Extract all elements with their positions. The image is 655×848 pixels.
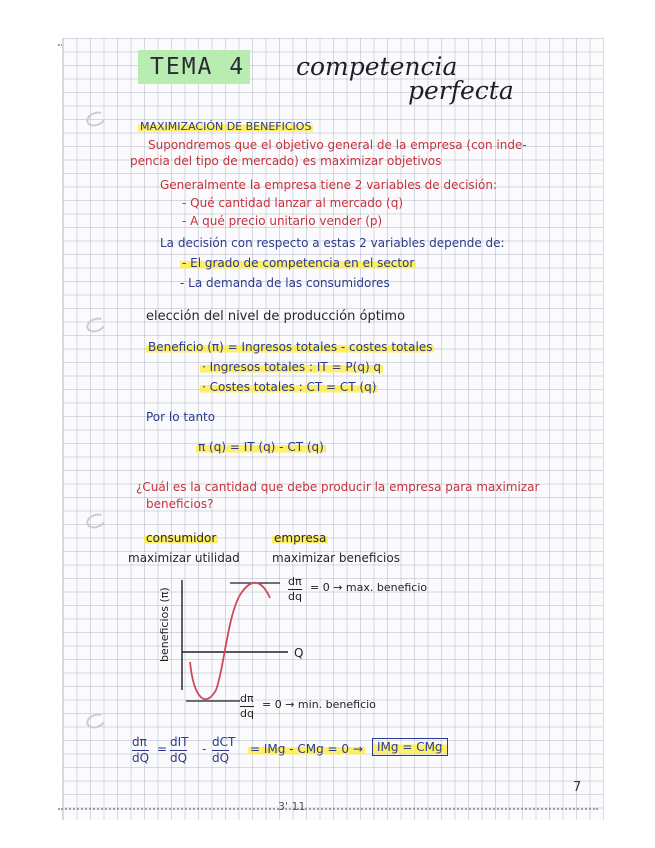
final-t1-num: dIT (170, 735, 189, 749)
profit-curve (190, 583, 270, 699)
y-axis-label: beneficios (π) (158, 587, 171, 662)
final-lhs-den: dQ (132, 751, 150, 765)
final-lhs-num: dπ (132, 735, 147, 749)
bottom-mark: 3' 11 (278, 800, 306, 813)
max-benefit-text: = 0 → max. beneficio (310, 581, 428, 594)
depends-line: La decisión con respecto a estas 2 variables depende de: (160, 236, 505, 250)
variable-quantity: - Qué cantidad lanzar al mercado (q) (182, 196, 404, 210)
variable-price: - A qué precio unitario vender (p) (182, 214, 383, 228)
ingresos-totales: · Ingresos totales : IT = P(q) q (202, 360, 382, 374)
final-boxed-result: IMg = CMg (372, 738, 448, 756)
min-benefit-text: = 0 → min. beneficio (262, 698, 376, 711)
production-heading: elección del nivel de producción óptimo (146, 309, 406, 324)
final-t2-den: dQ (212, 751, 230, 765)
final-t2-num: dCT (212, 735, 236, 749)
max-derivative-den: dq (288, 590, 302, 603)
empresa-label: empresa (274, 531, 327, 545)
title-script-line1: competencia (296, 52, 458, 81)
costes-totales: · Costes totales : CT = CT (q) (202, 380, 377, 394)
empresa-goal: maximizar beneficios (272, 551, 400, 565)
depends-competition: - El grado de competencia en el sector (182, 256, 415, 270)
profit-curve-graph (150, 570, 310, 710)
por-lo-tanto: Por lo tanto (146, 410, 216, 424)
perforation-bottom (58, 808, 598, 820)
x-axis-label: Q (294, 646, 304, 660)
tema-title: TEMA 4 (150, 54, 246, 80)
min-derivative-den: dq (240, 707, 254, 720)
consumidor-label: consumidor (146, 531, 217, 545)
profit-formula: π (q) = IT (q) - CT (q) (198, 440, 324, 454)
page-number: 7 (573, 780, 582, 795)
section-heading: MAXIMIZACIÓN DE BENEFICIOS (140, 120, 312, 133)
decision-variables-line: Generalmente la empresa tiene 2 variables de decisión: (160, 178, 498, 192)
final-rest: = IMg - CMg = 0 → (250, 742, 363, 756)
intro-line-2: pencia del tipo de mercado) es maximizar objetivos (130, 154, 442, 168)
consumidor-goal: maximizar utilidad (128, 551, 240, 565)
intro-line-1: Supondremos que el objetivo general de la empresa (con inde- (148, 138, 527, 152)
benefit-definition: Beneficio (π) = Ingresos totales - costes totales (148, 340, 433, 354)
min-derivative-num: dπ (240, 692, 254, 705)
max-derivative-num: dπ (288, 575, 302, 588)
depends-demand: - La demanda de las consumidores (180, 276, 390, 290)
question-line-2: beneficios? (146, 497, 214, 511)
final-t1-den: dQ (170, 751, 188, 765)
question-line-1: ¿Cuál es la cantidad que debe producir la empresa para maximizar (136, 480, 540, 494)
title-script-line2: perfecta (408, 76, 514, 105)
